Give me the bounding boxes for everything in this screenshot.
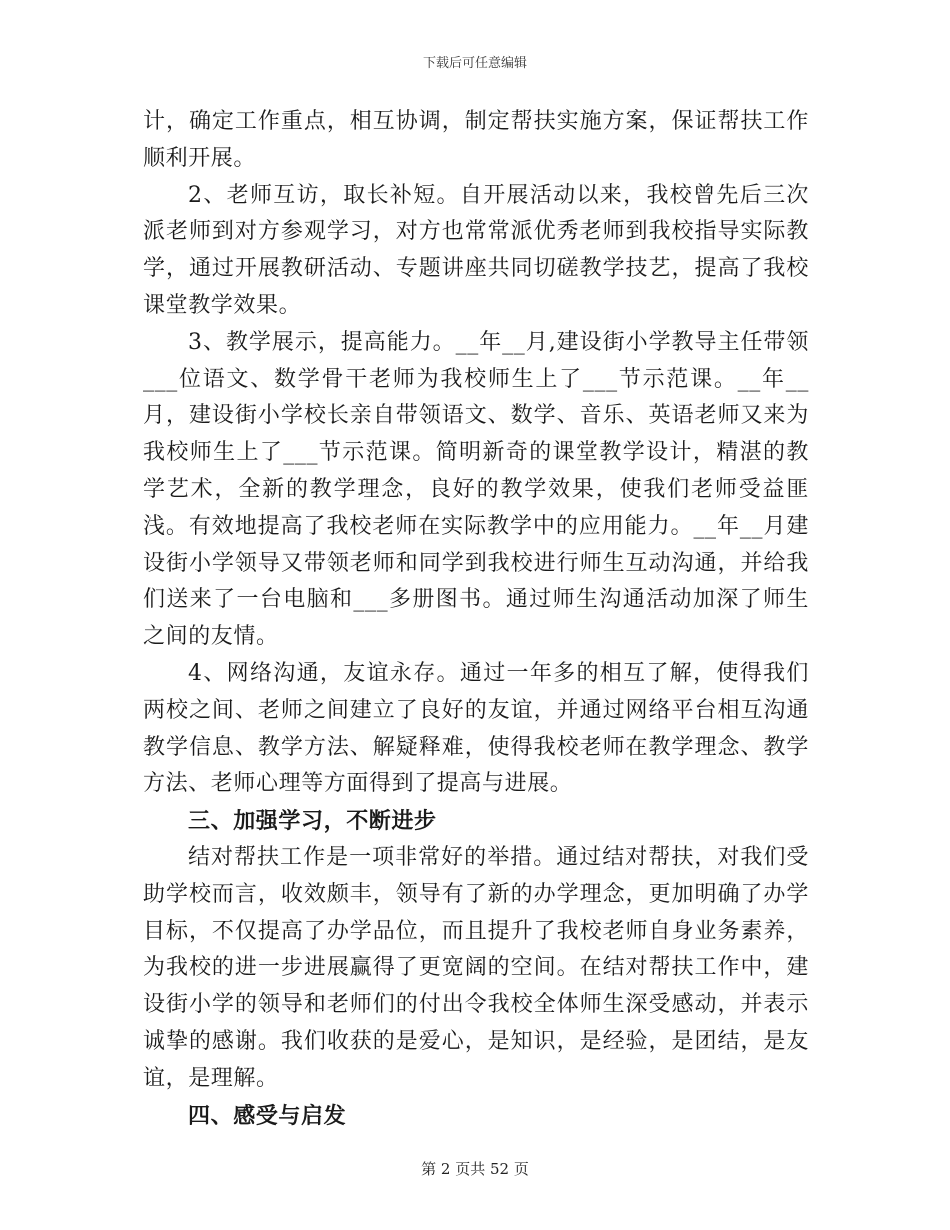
paragraph-item-4: 4、网络沟通，友谊永存。通过一年多的相互了解，使得我们两校之间、老师之间建立了良好的友谊，并通过网络平台相互沟通教学信息、教学方法、解疑释难，使得我校老师在教学理念、教学方法、老师心理等方面得到了提高与进展。 — [143, 660, 809, 797]
page-footer: 第 2 页共 52 页 — [421, 1160, 529, 1178]
paragraph-item-2: 2、老师互访，取长补短。自开展活动以来，我校曾先后三次派老师到对方参观学习，对方也常常派优秀老师到我校指导实际教学，通过开展教研活动、专题讲座共同切磋教学技艺，提高了我校课堂教学效果。 — [143, 182, 809, 318]
section-heading-3: 三、加强学习，不断进步 — [188, 808, 437, 835]
document-body — [143, 104, 809, 1134]
paragraph-item-3: 3、教学展示，提高能力。__年__月,建设街小学教导主任带领___位语文、数学骨干老师为我校师生上了___节示范课。__年__月，建设街小学校长亲自带领语文、数学、音乐、英语老师又来为我校师生上了___节示范课。简明新奇的课堂教学设计，精湛的教学艺术，全新的教学理念，良好的教学效果，使我们老师受益匪浅。有效地提高了我校老师在实际教学中的应用能力。__年__月建设街小学领导又带领老师和同学到我校进行师生互动沟通，并给我们送来了一台电脑和___多册图书。通过师生沟通活动加深了师生之间的友情。 — [143, 329, 809, 650]
paragraph-continuation: 计，确定工作重点，相互协调，制定帮扶实施方案，保证帮扶工作顺利开展。 — [143, 109, 809, 171]
page-header: 下载后可任意编辑 — [422, 56, 527, 71]
section-heading-4: 四、感受与启发 — [188, 1102, 347, 1129]
paragraph-section-3: 结对帮扶工作是一项非常好的举措。通过结对帮扶，对我们受助学校而言，收效颇丰，领导有了新的办学理念，更加明确了办学目标，不仅提高了办学品位，而且提升了我校老师自身业务素养，为我校的进一步进展赢得了更宽阔的空间。在结对帮扶工作中，建设街小学的领导和老师们的付出令我校全体师生深受感动，并表示诚挚的感谢。我们收获的是爱心，是知识，是经验，是团结，是友谊，是理解。 — [143, 844, 809, 1091]
